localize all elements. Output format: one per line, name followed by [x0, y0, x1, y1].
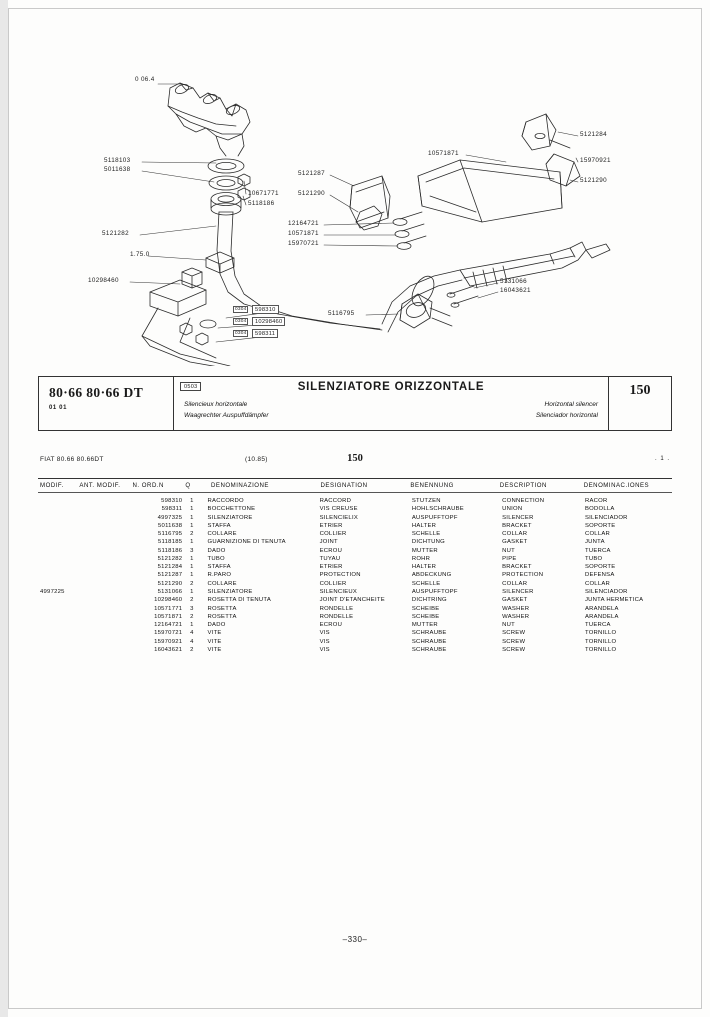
cell-designation: RACCORD — [319, 497, 352, 504]
cell-ord-n: 5121282 — [157, 555, 183, 562]
cell-ord-n: 12164721 — [154, 622, 183, 629]
cell-modif — [38, 505, 79, 513]
cell-description: SILENCER — [502, 514, 534, 521]
cell-modif — [38, 522, 79, 530]
cell-description: SILENCER — [502, 589, 534, 596]
cell-modif — [38, 646, 79, 654]
cell-denominaciones: TUBO — [584, 555, 603, 562]
cell-benennung: DICHTUNG — [411, 539, 445, 546]
cell-designation: COLLIER — [319, 531, 347, 538]
cell-denominazione: RACCORDO — [207, 497, 244, 504]
cell-denominaciones: JUNTA HERMETICA — [584, 597, 644, 604]
cell-denominaciones: TORNILLO — [584, 630, 617, 637]
diagram-label: 5131066 — [500, 278, 527, 285]
cell-ord-n: 5121287 — [157, 572, 183, 579]
diagram-label: 5121290 — [298, 190, 325, 197]
col-denominaciones: DENOMINAC.IONES — [583, 482, 650, 489]
cell-denominaciones: TORNILLO — [584, 647, 617, 653]
cell-ord-n: 10571871 — [154, 613, 183, 620]
cell-designation: RONDELLE — [319, 605, 354, 612]
cell-ord-n: 16043621 — [154, 647, 183, 653]
diagram-label: 0 06.4 — [135, 76, 155, 83]
cell-benennung: AUSPUFFTOPF — [411, 589, 458, 596]
cell-benennung: HOHLSCHRAUBE — [411, 506, 464, 513]
cell-denominaciones: TUERCA — [584, 547, 611, 554]
cell-denominazione: TUBO — [207, 555, 225, 562]
diagram-label: 10571871 — [288, 230, 319, 237]
cell-q: 1 — [190, 539, 194, 546]
title-fr: Silencieux horizontale — [184, 401, 248, 408]
cell-denominazione: STAFFA — [207, 522, 231, 529]
cell-denominazione: GUARNIZIONE DI TENUTA — [207, 539, 286, 546]
col-description: DESCRIPTION — [499, 482, 547, 489]
cell-q: 2 — [190, 580, 194, 587]
subheader-model: FIAT 80.66 80.66DT — [40, 456, 104, 463]
cell-q: 2 — [190, 613, 194, 620]
diagram-label: 10671771 — [248, 190, 279, 197]
cell-benennung: SCHRAUBE — [411, 630, 447, 637]
cell-modif — [38, 638, 79, 646]
cell-ord-n: 5118186 — [158, 547, 183, 554]
cell-ant-modif — [79, 563, 128, 571]
cell-ant-modif — [79, 646, 128, 654]
cell-ant-modif — [79, 513, 128, 521]
cell-ord-n: 4997325 — [157, 514, 183, 521]
cell-ord-n: 5131066 — [157, 589, 183, 596]
table-row — [38, 513, 672, 521]
group-tag: 0503 — [180, 382, 201, 391]
cell-modif — [38, 580, 79, 588]
cell-ord-n: 15970721 — [154, 630, 183, 637]
cell-description: BRACKET — [502, 564, 532, 571]
cell-q: 1 — [190, 622, 194, 629]
cell-designation: JOINT D'ETANCHEITE — [319, 597, 385, 604]
diagram-label: 5118186 — [248, 200, 275, 207]
table-row — [38, 596, 672, 604]
diagram-label: 10571871 — [428, 150, 459, 157]
parts-table-head — [38, 479, 672, 492]
cell-ant-modif — [79, 497, 128, 505]
cell-q: 2 — [190, 531, 194, 538]
col-benennung: BENENNUNG — [410, 482, 454, 489]
diagram-label: 15970921 — [580, 157, 611, 164]
page-number-footer: –330– — [342, 935, 368, 944]
group-title: SILENZIATORE ORIZZONTALE — [297, 381, 485, 393]
cell-description: NUT — [502, 547, 515, 554]
cell-benennung: SCHEIBE — [411, 605, 440, 612]
cell-denominazione: ROSETTA — [207, 613, 237, 620]
subheader-group-number: 150 — [347, 453, 363, 464]
cell-ord-n: 5121284 — [157, 564, 183, 571]
table-sub-header — [38, 452, 672, 474]
cell-denominazione: DADO — [207, 547, 226, 554]
cell-modif — [38, 604, 79, 612]
diagram-label: 5011638 — [104, 166, 131, 173]
subheader-date: (10.85) — [245, 456, 268, 463]
cell-benennung: MUTTER — [411, 622, 438, 629]
cell-modif — [38, 497, 79, 505]
cell-designation: SILENCIEUX — [319, 589, 358, 596]
cell-description: SCREW — [502, 630, 526, 637]
cell-denominazione: VITE — [207, 638, 222, 645]
table-row — [38, 546, 672, 554]
cell-ord-n: 5121290 — [157, 580, 183, 587]
cell-denominaciones: SILENCIADOR — [584, 589, 628, 596]
cell-description: COLLAR — [502, 580, 528, 587]
cell-ant-modif — [79, 613, 128, 621]
cell-designation: VIS — [319, 630, 330, 637]
cell-q: 1 — [190, 555, 194, 562]
table-row — [38, 629, 672, 637]
cell-denominaciones: TUERCA — [584, 622, 611, 629]
model-subcode: 01 01 — [49, 405, 68, 411]
cell-q: 1 — [190, 522, 194, 529]
diagram-label: 5121284 — [580, 131, 607, 138]
col-denominazione: DENOMINAZIONE — [211, 482, 269, 489]
cell-modif — [38, 629, 79, 637]
table-header-row — [38, 479, 672, 492]
cell-benennung: MUTTER — [411, 547, 438, 554]
diagram-label: 10298460 — [88, 277, 119, 284]
cell-designation: ECROU — [319, 622, 343, 629]
cell-ord-n: 5118185 — [158, 539, 183, 546]
table-row — [38, 621, 672, 629]
cell-description: GASKET — [502, 597, 528, 604]
title-es: Silenciador horizontal — [535, 412, 598, 419]
cell-ant-modif — [79, 629, 128, 637]
cell-q: 1 — [190, 572, 194, 579]
cell-q: 1 — [190, 506, 194, 513]
table-header-rule — [38, 492, 672, 493]
title-block — [38, 376, 672, 431]
cell-ord-n: 15970921 — [154, 638, 183, 645]
title-en: Horizontal silencer — [544, 401, 598, 408]
cell-modif — [38, 538, 79, 546]
cell-ord-n: 5011638 — [158, 522, 183, 529]
cell-denominazione: SILENZIATORE — [207, 514, 253, 521]
cell-benennung: ABDECKUNG — [411, 572, 452, 579]
diagram-boxed-label: 598311 — [252, 329, 278, 338]
table-row — [38, 571, 672, 579]
cell-ord-n: 10298460 — [154, 597, 183, 604]
cell-denominaciones: TORNILLO — [584, 638, 617, 645]
cell-q: 1 — [190, 589, 194, 596]
cell-modif — [38, 613, 79, 621]
cell-ant-modif — [79, 596, 128, 604]
table-row — [38, 588, 672, 596]
cell-description: GASKET — [502, 539, 528, 546]
table-row — [38, 522, 672, 530]
cell-benennung: STUTZEN — [411, 497, 441, 504]
cell-designation: SILENCIELIX — [319, 514, 359, 521]
cell-modif — [38, 530, 79, 538]
group-title-translations-left — [184, 399, 269, 421]
cell-ant-modif — [79, 604, 128, 612]
cell-denominaciones: RACOR — [584, 497, 608, 504]
cell-designation: RONDELLE — [319, 613, 354, 620]
cell-ord-n: 598311 — [161, 506, 183, 513]
table-row — [38, 613, 672, 621]
diagram-label: 5116795 — [328, 310, 355, 317]
cell-benennung: SCHELLE — [411, 531, 441, 538]
cell-denominaciones: COLLAR — [584, 531, 611, 538]
cell-benennung: SCHRAUBE — [411, 647, 447, 653]
cell-denominazione: R.PARO — [207, 572, 232, 579]
cell-modif: 4997225 — [40, 589, 65, 596]
diagram-ref-tag: 0304 — [235, 319, 247, 324]
cell-denominaciones: DEFENSA — [584, 572, 615, 579]
diagram-ref-tag: 0304 — [235, 307, 247, 312]
cell-description: SCREW — [502, 647, 526, 653]
diagram-ref-tag: 0304 — [235, 331, 247, 336]
cell-ant-modif — [79, 505, 128, 513]
cell-q: 4 — [190, 638, 194, 645]
cell-description: NUT — [502, 622, 515, 629]
cell-denominaciones: SOPORTE — [584, 522, 616, 529]
cell-ant-modif — [79, 546, 128, 554]
scan-edge — [0, 0, 8, 1017]
cell-q: 4 — [190, 630, 194, 637]
cell-denominazione: VITE — [207, 630, 222, 637]
table-row — [38, 646, 672, 654]
cell-description: PIPE — [502, 555, 517, 562]
table-row — [38, 530, 672, 538]
cell-benennung: SCHRAUBE — [411, 638, 447, 645]
cell-ord-n: 10571771 — [154, 605, 183, 612]
subheader-sheet: . 1 . — [654, 456, 670, 462]
cell-denominazione: STAFFA — [207, 564, 231, 571]
cell-denominaciones: ARANDELA — [584, 605, 619, 612]
cell-ant-modif — [79, 638, 128, 646]
parts-table-wrapper — [38, 478, 672, 654]
cell-description: SCREW — [502, 638, 526, 645]
cell-q: 2 — [190, 647, 194, 653]
cell-ant-modif — [79, 588, 128, 596]
diagram-label: 5121290 — [580, 177, 607, 184]
cell-designation: ETRIER — [319, 564, 343, 571]
cell-q: 1 — [190, 564, 194, 571]
cell-benennung: HALTER — [411, 522, 437, 529]
group-title-translations-right — [536, 399, 598, 421]
group-number: 150 — [629, 383, 651, 398]
cell-ant-modif — [79, 621, 128, 629]
cell-modif — [38, 546, 79, 554]
cell-denominazione: ROSETTA — [207, 605, 237, 612]
cell-ant-modif — [79, 522, 128, 530]
diagram-label: 1.75.0 — [130, 251, 150, 258]
cell-designation: ETRIER — [319, 522, 343, 529]
cell-q: 3 — [190, 605, 194, 612]
cell-benennung: SCHELLE — [411, 580, 441, 587]
table-row — [38, 580, 672, 588]
cell-ord-n: 5116795 — [158, 531, 183, 538]
diagram-boxed-label: 10298460 — [252, 317, 285, 326]
cell-denominaciones: SOPORTE — [584, 564, 616, 571]
cell-denominaciones: COLLAR — [584, 580, 611, 587]
cell-modif — [38, 621, 79, 629]
table-row — [38, 604, 672, 612]
cell-denominazione: SILENZIATORE — [207, 589, 253, 596]
cell-denominaciones: BODOLLA — [584, 506, 615, 513]
cell-denominaciones: JUNTA — [584, 539, 605, 546]
table-row — [38, 555, 672, 563]
cell-ord-n: 598310 — [161, 497, 183, 504]
cell-designation: ECROU — [319, 547, 343, 554]
cell-ant-modif — [79, 580, 128, 588]
cell-modif — [38, 513, 79, 521]
cell-denominazione: COLLARE — [207, 580, 237, 587]
cell-description: BRACKET — [502, 522, 532, 529]
cell-benennung: DICHTRING — [411, 597, 447, 604]
parts-table — [38, 479, 672, 492]
cell-ant-modif — [79, 555, 128, 563]
cell-ant-modif — [79, 538, 128, 546]
table-row — [38, 505, 672, 513]
cell-designation: VIS — [319, 638, 330, 645]
diagram-label: 5121287 — [298, 170, 325, 177]
cell-denominazione: BOCCHETTONE — [207, 506, 256, 513]
cell-designation: PROTECTION — [319, 572, 361, 579]
table-row — [38, 497, 672, 505]
parts-table-body-table — [38, 497, 672, 654]
cell-designation: JOINT — [319, 539, 338, 546]
cell-modif — [38, 596, 79, 604]
diagram-label: 5121282 — [102, 230, 129, 237]
cell-benennung: ROHR — [411, 555, 431, 562]
cell-denominazione: COLLARE — [207, 531, 237, 538]
diagram-label: 15970721 — [288, 240, 319, 247]
model-cell — [39, 377, 174, 430]
cell-denominazione: ROSETTA DI TENUTA — [207, 597, 272, 604]
cell-q: 2 — [190, 597, 194, 604]
col-quantity: Q — [185, 482, 191, 489]
cell-q: 1 — [190, 514, 194, 521]
cell-denominaciones: ARANDELA — [584, 613, 619, 620]
cell-modif — [38, 563, 79, 571]
cell-ant-modif — [79, 571, 128, 579]
cell-denominazione: VITE — [207, 647, 222, 653]
cell-denominaciones: SILENCIADOR — [584, 514, 628, 521]
model-name: 80·66 80·66 DT — [49, 385, 144, 400]
cell-description: WASHER — [502, 605, 530, 612]
cell-description: UNION — [502, 506, 523, 513]
group-number-cell — [609, 377, 671, 430]
cell-designation: TUYAU — [319, 555, 341, 562]
parts-table-body — [38, 497, 672, 654]
diagram-label: 16043621 — [500, 287, 531, 294]
cell-modif — [38, 571, 79, 579]
cell-modif — [38, 555, 79, 563]
table-row — [38, 638, 672, 646]
table-row — [38, 538, 672, 546]
col-ord-n: N. ORD.N — [132, 482, 164, 489]
cell-description: WASHER — [502, 613, 530, 620]
table-row — [38, 563, 672, 571]
cell-designation: VIS CREUSE — [319, 506, 358, 513]
cell-designation: VIS — [319, 647, 330, 653]
cell-designation: COLLIER — [319, 580, 347, 587]
exploded-view-diagram — [30, 36, 680, 366]
col-designation: DESIGNATION — [320, 482, 368, 489]
cell-ant-modif — [79, 530, 128, 538]
diagram-drawing — [30, 36, 680, 366]
diagram-boxed-label: 598310 — [252, 305, 279, 314]
cell-benennung: AUSPUFFTOPF — [411, 514, 458, 521]
title-cell — [174, 377, 609, 430]
cell-benennung: HALTER — [411, 564, 437, 571]
cell-q: 3 — [190, 547, 194, 554]
cell-denominazione: DADO — [207, 622, 226, 629]
diagram-label: 12164721 — [288, 220, 319, 227]
cell-benennung: SCHEIBE — [411, 613, 440, 620]
col-modif: MODIF. — [40, 482, 64, 489]
col-ant-modif: ANT. MODIF. — [79, 482, 121, 489]
cell-description: COLLAR — [502, 531, 528, 538]
diagram-label: 5118103 — [104, 157, 131, 164]
cell-description: CONNECTION — [502, 497, 545, 504]
cell-q: 1 — [190, 497, 194, 504]
title-de: Waagrechter Auspuffdämpfer — [184, 412, 269, 419]
cell-description: PROTECTION — [502, 572, 544, 579]
